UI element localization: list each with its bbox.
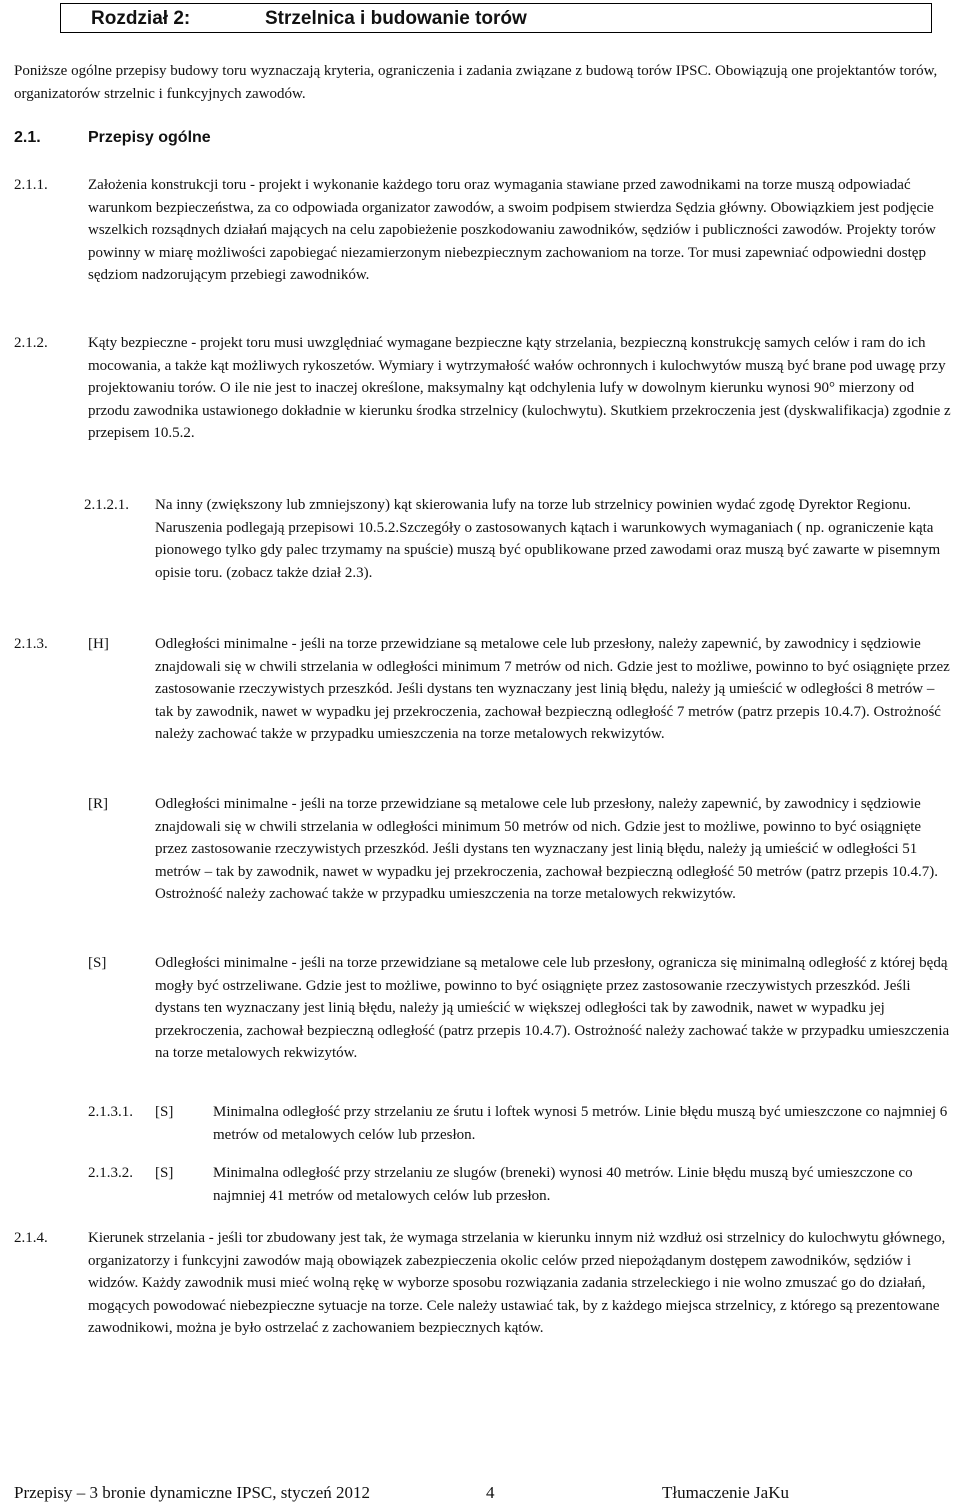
rule-2-1-2-1-number: 2.1.2.1. (84, 497, 129, 513)
rule-2-1-4-text: Kierunek strzelania - jeśli tor zbudowany jest tak, że wymaga strzelania w kierunku innym niż wzdłuż osi strzelnicy do kulochwytu głównego, organizatorzy i funkcyjni zawodów mają obowiązek zabezpieczenia okolic celów przed niepożądanym dostępem zawodników, sędziów i widzów. Każdy zawodnik musi mieć wolną rękę w wyborze sposobu rozwiązania zadania strzeleckiego i nie wolno zmuszać go do działań, mogących powodować niebezpieczne sytuacje na torze. Cele należy ustawiać tak, by z każdego miejsca strzelnicy, z którego są prezentowane zawodnikowi, można je było ostrzelać z zachowaniem bezpiecznych kątów. (88, 1230, 946, 1336)
rule-2-1-2-text: Kąty bezpieczne - projekt toru musi uwzględniać wymagane bezpieczne kąty strzelania, bezpieczną konstrukcję samych celów i ram do ich mocowania, a także kąt możliwych rykoszetów. Wymiary i wytrzymałość wałów ochronnych i kulochwytów muszą być brane pod uwagę przy projektowaniu torów. O ile nie jest to inaczej określone, maksymalny kąt odchylenia lufy w dowolnym kierunku wynosi 90° mierzony od przodu zawodnika ustawionego dokładnie w kierunku środka strzelnicy (kulochwytu). Skutkiem przekroczenia jest (dyskwalifikacja) zgodnie z przepisem 10.5.2. (88, 335, 951, 441)
rule-2-1-3-s-text: Odległości minimalne - jeśli na torze przewidziane są metalowe cele lub przesłony, ogranicza się minimalną odległość z której będą mogły być ostrzeliwane. Gdzie jest to możliwe, powinno to być osiągnięte przez zastosowanie rzeczywistych przeszkód. Jeśli dystans ten wyznaczany jest linią błędu, należy ją umieścić w większej odległości tak by zawodnik, nawet w wypadku jej przekroczenia, zachował bezpieczną odległość (patrz przepis 10.4.7). Ostrożność należy zachować także w przypadku umieszczenia na torze metalowych rekwizytów. (155, 955, 950, 1061)
footer-right: Tłumaczenie JaKu (662, 1483, 789, 1502)
rule-2-1-3-number: 2.1.3. (14, 636, 48, 652)
rule-2-1-3-1-number: 2.1.3.1. (88, 1104, 133, 1120)
rule-2-1-1-number: 2.1.1. (14, 177, 48, 193)
footer-left: Przepisy – 3 bronie dynamiczne IPSC, styczeń 2012 (14, 1483, 370, 1502)
rule-2-1-3-2-text: Minimalna odległość przy strzelaniu ze slugów (breneki) wynosi 40 metrów. Linie błędu muszą być umieszczone co najmniej 41 metrów od metalowych celów lub przesłon. (213, 1165, 913, 1204)
chapter-title: Strzelnica i budowanie torów (265, 8, 527, 29)
rule-2-1-2-number: 2.1.2. (14, 335, 48, 351)
chapter-number: Rozdział 2: (91, 8, 191, 29)
rule-2-1-3-1-text: Minimalna odległość przy strzelaniu ze śrutu i loftek wynosi 5 metrów. Linie błędu muszą być umieszczone co najmniej 6 metrów od metalowych celów lub przesłon. (213, 1104, 948, 1143)
intro-paragraph: Poniższe ogólne przepisy budowy toru wyznaczają kryteria, ograniczenia i zadania związane z budową torów IPSC. Obowiązują one projektantów torów, organizatorów strzelnic i funkcyjnych zawodów. (14, 63, 938, 102)
section-title: Przepisy ogólne (88, 129, 211, 146)
rule-2-1-3-r-tag: [R] (88, 796, 108, 812)
footer-page-number: 4 (486, 1483, 495, 1502)
section-number: 2.1. (14, 129, 41, 146)
rule-2-1-4-number: 2.1.4. (14, 1230, 48, 1246)
rule-2-1-2-1-text: Na inny (zwiększony lub zmniejszony) kąt skierowania lufy na torze lub strzelnicy powinien wydać zgodę Dyrektor Regionu. Naruszenia podlegają przepisowi 10.5.2.Szczegóły o zastosowanych kątach i warunkowych wymaganiach ( np. ograniczenie kąta pionowego tylko gdy palec trzymamy na spuście) muszą być opublikowane przed zawodami oraz muszą być zawarte w pisemnym opisie toru. (zobacz także dział 2.3). (155, 497, 941, 581)
chapter-header (60, 3, 932, 33)
rule-2-1-3-h-tag: [H] (88, 636, 109, 652)
rule-2-1-3-s-tag: [S] (88, 955, 107, 971)
rule-2-1-3-1-tag: [S] (155, 1104, 174, 1120)
rule-2-1-3-2-tag: [S] (155, 1165, 174, 1181)
rule-2-1-1-text: Założenia konstrukcji toru - projekt i wykonanie każdego toru oraz wymagania stawiane przed zawodnikami na torze muszą odpowiadać warunkom bezpieczeństwa, za co odpowiada organizator zawodów, a swoim podpisem stwierdza Sędzia główny. Obowiązkiem jest podjęcie wszelkich rozsądnych działań mających na celu zapobieżenie poszkodowaniu zawodników, sędziów i publiczności zawodów. Projekty torów powinny w miarę możliwości zapobiegać niezamierzonym niebezpiecznym zachowaniom na torze. Tor musi zapewniać odpowiedni dostęp sędziom nadzorującym przebiegi zawodników. (88, 177, 936, 283)
rule-2-1-3-2-number: 2.1.3.2. (88, 1165, 133, 1181)
rule-2-1-3-r-text: Odległości minimalne - jeśli na torze przewidziane są metalowe cele lub przesłony, należy zapewnić, by zawodnicy i sędziowie znajdowali się w chwili strzelania w odległości minimum 50 metrów od nich. Gdzie jest to możliwe, powinno to być osiągnięte przez zastosowanie rzeczywistych przeszkód. Jeśli dystans ten wyznaczany jest linią błędu, należy ją umieścić w odległości 51 metrów – tak by zawodnik, nawet w wypadku jej przekroczenia, zachował bezpieczną odległość 50 metrów (patrz przepis 10.4.7). Ostrożność należy zachować także w przypadku umieszczenia na torze metalowych rekwizytów. (155, 796, 939, 902)
rule-2-1-3-h-text: Odległości minimalne - jeśli na torze przewidziane są metalowe cele lub przesłony, należy zapewnić, by zawodnicy i sędziowie znajdowali się w chwili strzelania w odległości minimum 7 metrów od nich. Gdzie jest to możliwe, powinno to być osiągnięte przez zastosowanie rzeczywistych przeszkód. Jeśli dystans ten wyznaczany jest linią błędu, należy ją umieścić w odległości 8 metrów – tak by zawodnik, nawet w wypadku jej przekroczenia, zachował bezpieczną odległość 7 metrów (patrz przepis 10.4.7). Ostrożność należy zachować także w przypadku umieszczenia na torze metalowych rekwizytów. (155, 636, 950, 742)
